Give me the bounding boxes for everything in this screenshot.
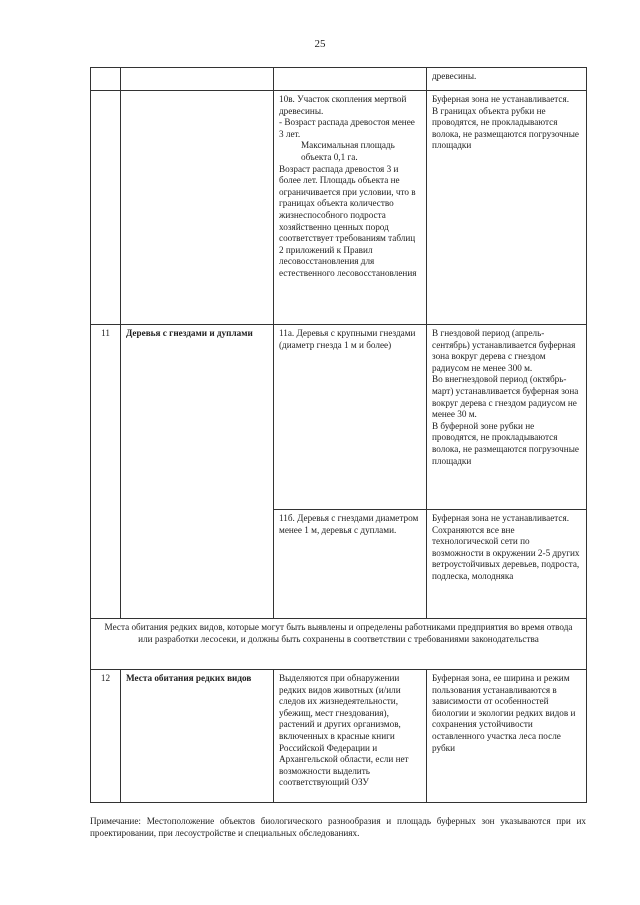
row-number-cell: 12	[91, 670, 121, 803]
measures-cell	[427, 325, 587, 510]
measures-line: Буферная зона не устанавливается.	[432, 513, 569, 523]
row-number-cell	[91, 91, 121, 325]
object-name-cell: Места обитания редких видов	[121, 670, 274, 803]
measures-line: Сохраняются все вне технологической сети по возможности в окружении 2-5 других ветроустойчивых деревьев, подроста, подлеска, молодняка	[432, 524, 580, 581]
object-description-cell: 11б. Деревья с гнездами диаметром менее 1 м, деревья с дуплами.	[274, 510, 427, 619]
measures-cell	[427, 91, 587, 325]
section-heading-cell: Места обитания редких видов, которые могут быть выявлены и определены работниками предприятия во время отвода или разработки лесосеки, и должны быть сохранены в соответствии с требованиями законодательства	[91, 619, 587, 670]
measures-line: В границах объекта рубки не проводятся, не прокладываются волока, не размещаются погрузочные площадки	[432, 105, 579, 151]
measures-text: древесины.	[432, 71, 477, 81]
description-line: Максимальная площадь объекта 0,1 га.	[301, 140, 395, 162]
measures-line: В буферной зоне рубки не проводятся, не прокладываются волока, не размещаются погрузочные площадки	[432, 420, 579, 466]
measures-cell	[427, 68, 587, 91]
row-number-cell: 11	[91, 325, 121, 619]
object-description-cell	[274, 68, 427, 91]
table-row	[91, 670, 587, 803]
description-line: Возраст распада древостоя 3 и более лет. Площадь объекта не ограничивается при условии, что в границах объекта количество жизнеспособного подроста хозяйственно ценных пород соответствует требованиям таблиц 2 приложений к Правил лесовосстановления для естественного лесовосстановления	[279, 163, 417, 278]
row-number-cell	[91, 68, 121, 91]
object-description-cell	[274, 91, 427, 325]
table-row	[91, 91, 587, 325]
table-row	[91, 325, 587, 510]
table-row	[91, 619, 587, 670]
biodiversity-table	[90, 67, 587, 803]
measures-line: Во внегнездовой период (октябрь-март) устанавливается буферная зона вокруг дерева с гнездом радиусом не менее 30 м.	[432, 374, 579, 420]
measures-cell	[427, 510, 587, 619]
object-description-cell: 11а. Деревья с крупными гнездами (диаметр гнезда 1 м и более)	[274, 325, 427, 510]
table-row	[91, 68, 587, 91]
description-line: - Возраст распада древостоя менее 3 лет.	[279, 117, 415, 139]
footnote: Примечание: Местоположение объектов биологического разнообразия и площадь буферных зон указываются при их проектировании, при лесоустройстве и специальных обследованиях.	[90, 816, 586, 838]
description-line: 10в. Участок скопления мертвой древесины.	[279, 94, 407, 116]
measures-line: В гнездовой период (апрель-сентябрь) устанавливается буферная зона вокруг дерева с гнездом радиусом не менее 300 м.	[432, 328, 576, 373]
object-name-cell	[121, 91, 274, 325]
object-name-cell	[121, 68, 274, 91]
page-number: 25	[314, 38, 326, 50]
measures-line: Буферная зона не устанавливается.	[432, 94, 569, 104]
object-description-cell: Выделяются при обнаружении редких видов животных (и/или следов их жизнедеятельности, убежищ, мест гнездования), растений и других организмов, включенных в красные книги Российской Федерации и Архангельской области, если нет возможности выделить соответствующий ОЗУ	[274, 670, 427, 803]
object-name-cell: Деревья с гнездами и дуплами	[121, 325, 274, 619]
measures-cell: Буферная зона, ее ширина и режим пользования устанавливаются в зависимости от особенностей биологии и экологии редких видов и сохранения устойчивости оставленного участка леса после рубки	[427, 670, 587, 803]
